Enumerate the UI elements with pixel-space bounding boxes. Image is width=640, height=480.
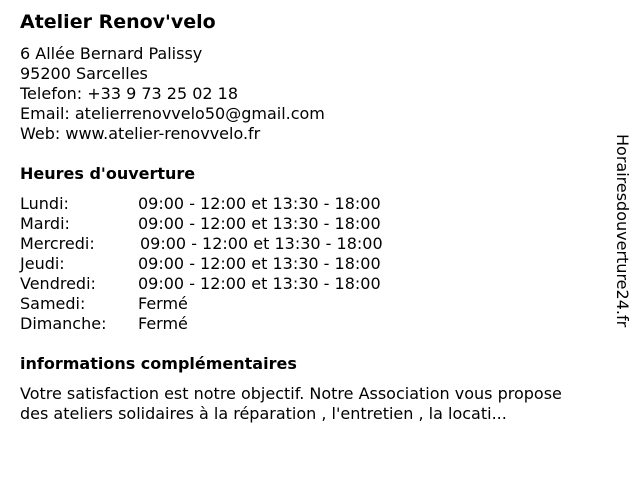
hours-row-mercredi bbox=[20, 234, 440, 254]
time-value: 09:00 - 12:00 et 13:30 - 18:00 bbox=[138, 274, 381, 293]
hours-row-vendredi bbox=[20, 274, 440, 294]
contact-block bbox=[20, 44, 325, 144]
day-label: Jeudi: bbox=[20, 254, 65, 273]
time-value: 09:00 - 12:00 et 13:30 - 18:00 bbox=[140, 234, 383, 253]
day-label: Vendredi: bbox=[20, 274, 96, 293]
address-line-street: 6 Allée Bernard Palissy bbox=[20, 44, 203, 63]
time-value: Fermé bbox=[138, 314, 188, 333]
info-line-2: des ateliers solidaires à la réparation , l'entretien , la locati... bbox=[20, 404, 507, 423]
hours-table bbox=[20, 194, 440, 334]
hours-row-lundi bbox=[20, 194, 440, 214]
web-line: Web: www.atelier-renovvelo.fr bbox=[20, 124, 261, 143]
business-title: Atelier Renov'velo bbox=[20, 11, 216, 33]
hours-heading: Heures d'ouverture bbox=[20, 164, 196, 183]
info-heading: informations complémentaires bbox=[20, 354, 297, 373]
time-value: 09:00 - 12:00 et 13:30 - 18:00 bbox=[138, 254, 381, 273]
hours-row-dimanche bbox=[20, 314, 440, 334]
time-value: 09:00 - 12:00 et 13:30 - 18:00 bbox=[138, 214, 381, 233]
day-label: Samedi: bbox=[20, 294, 86, 313]
day-label: Mardi: bbox=[20, 214, 70, 233]
hours-row-samedi bbox=[20, 294, 440, 314]
info-line-1: Votre satisfaction est notre objectif. Notre Association vous propose bbox=[20, 384, 562, 403]
info-description bbox=[20, 384, 580, 424]
time-value: 09:00 - 12:00 et 13:30 - 18:00 bbox=[138, 194, 381, 213]
day-label: Lundi: bbox=[20, 194, 69, 213]
time-value: Fermé bbox=[138, 294, 188, 313]
address-line-city: 95200 Sarcelles bbox=[20, 64, 148, 83]
phone-line: Telefon: +33 9 73 25 02 18 bbox=[20, 84, 239, 103]
hours-row-jeudi bbox=[20, 254, 440, 274]
day-label: Mercredi: bbox=[20, 234, 95, 253]
site-watermark: Horairesdouverture24.fr bbox=[613, 134, 632, 328]
day-label: Dimanche: bbox=[20, 314, 107, 333]
hours-row-mardi bbox=[20, 214, 440, 234]
email-line: Email: atelierrenovvelo50@gmail.com bbox=[20, 104, 325, 123]
